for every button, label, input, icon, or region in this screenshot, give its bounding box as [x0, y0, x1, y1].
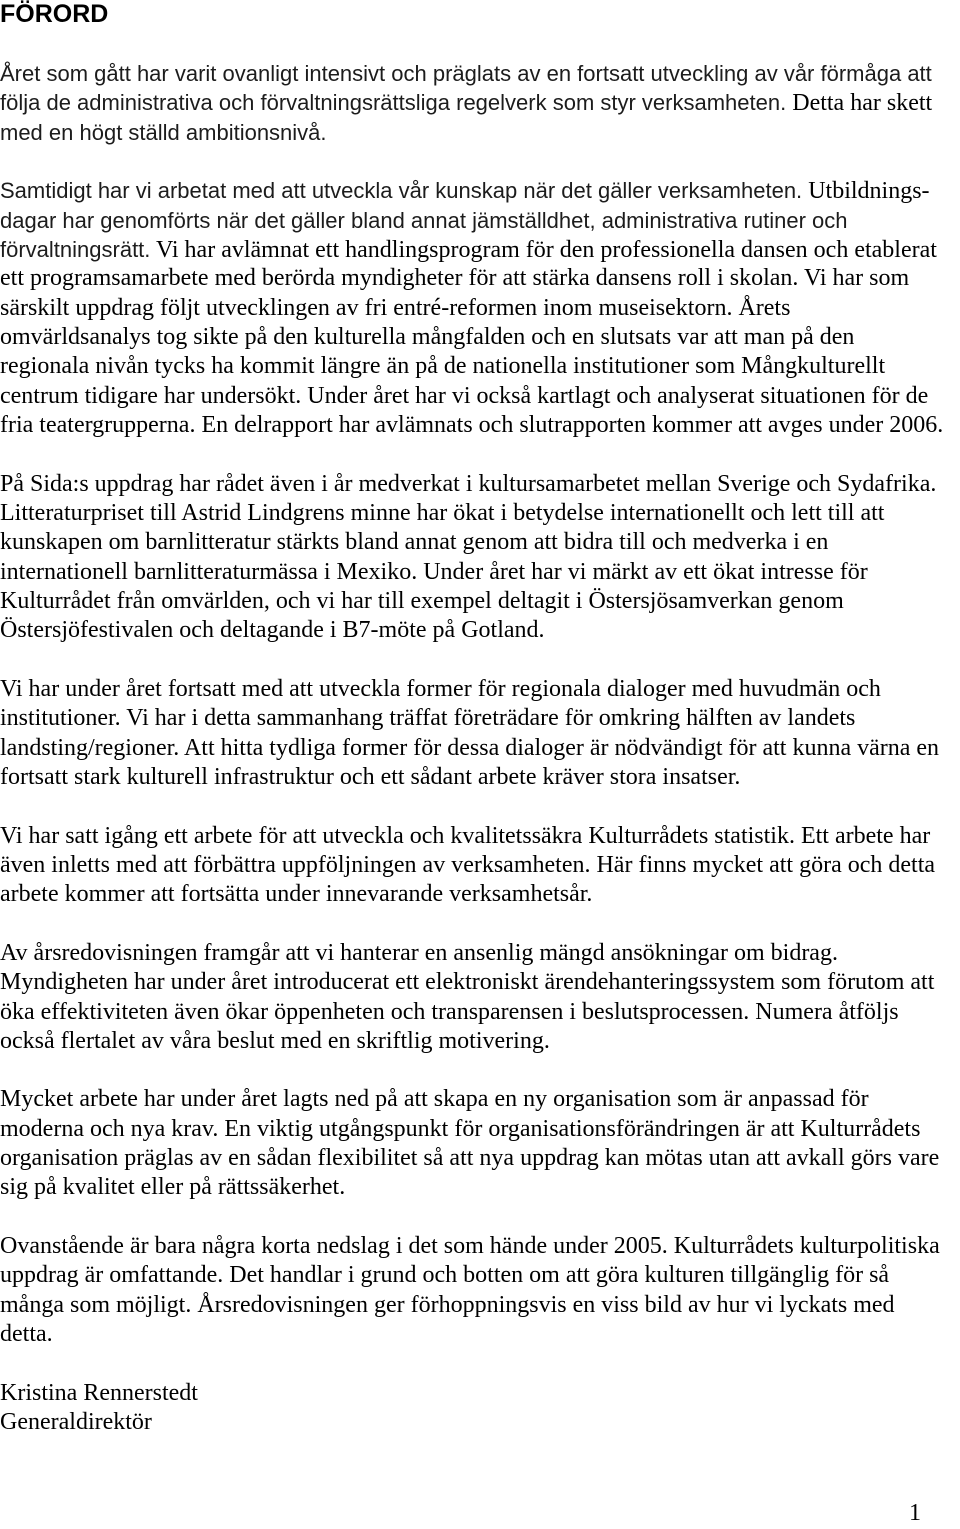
text-line: Myndigheten har under året introducerat ett elektroniskt ärendehanteringssystem som förutom att: [0, 969, 935, 996]
text-segment: Året som gått har varit ovanligt intensivt och präglats av en fortsatt utveckling av vår förmåga att: [0, 61, 932, 86]
paragraph: [0, 176, 960, 440]
paragraph: [0, 675, 960, 792]
text-line: [0, 59, 960, 88]
text-line: Vi har satt igång ett arbete för att utveckla och kvalitetssäkra Kulturrådets statistik. Ett arbete har: [0, 822, 931, 849]
text-line: [0, 235, 960, 264]
text-line: detta.: [0, 1321, 53, 1348]
text-segment: Utbildnings-: [808, 178, 930, 205]
text-line: institutioner. Vi har i detta sammanhang träffat företrädare för omkring hälften av landets: [0, 705, 856, 732]
paragraph: [0, 822, 960, 910]
signature-name: Kristina Rennerstedt: [0, 1379, 198, 1406]
signature-title: Generaldirektör: [0, 1409, 152, 1436]
paragraph: [0, 1085, 960, 1202]
text-line: moderna och nya krav. En viktig utgångspunkt för organisationsförändringen är att Kulturrådets: [0, 1115, 921, 1142]
text-line: Ovanstående är bara några korta nedslag i det som hände under 2005. Kulturrådets kulturpolitiska: [0, 1233, 940, 1260]
text-line: Vi har under året fortsatt med att utveckla former för regionala dialoger med huvudmän och: [0, 675, 881, 702]
text-line: Litteraturpriset till Astrid Lindgrens minne har ökat i betydelse internationellt och lett till att: [0, 499, 885, 526]
text-line: [0, 118, 960, 147]
text-line: Östersjöfestivalen och deltagande i B7-möte på Gotland.: [0, 617, 545, 644]
text-line: organisation präglas av en sådan flexibilitet så att nya uppdrag kan mötas utan att avkall görs vare: [0, 1145, 940, 1172]
text-line: uppdrag är omfattande. Det handlar i grund och botten om att göra kulturen tillgänglig för så: [0, 1262, 890, 1289]
page-number: 1: [909, 1500, 921, 1526]
body-text: [0, 59, 960, 1437]
text-line: Mycket arbete har under året lagts ned på att skapa en ny organisation som är anpassad för: [0, 1086, 869, 1113]
text-line: På Sida:s uppdrag har rådet även i år medverkat i kultursamarbetet mellan Sverige och Sydafrika.: [0, 470, 937, 497]
text-line: Av årsredovisningen framgår att vi hanterar en ansenlig mängd ansökningar om bidrag.: [0, 939, 838, 966]
paragraph: [0, 470, 960, 646]
paragraph: [0, 59, 960, 147]
text-line: kunskapen om barnlitteratur stärkts bland annat genom att bidra till och medverka i en: [0, 529, 829, 556]
text-line: sig på kvalitet eller på rättssäkerhet.: [0, 1174, 346, 1201]
page-title: FÖRORD: [0, 0, 109, 28]
text-segment: med en högt ställd ambitionsnivå.: [0, 119, 327, 145]
text-line: regionala nivån tycks ha kommit längre än på de nationella institutioner som Mångkulturellt: [0, 353, 886, 380]
text-line: öka effektiviteten även ökar öppenheten och transparensen i beslutsprocessen. Numera åtföljs: [0, 998, 899, 1025]
text-line: Kulturrådet från omvärlden, och vi har till exempel deltagit i Östersjösamverkan genom: [0, 587, 844, 614]
text-segment: följa de administrativa och förvaltningsrättsliga regelverk som styr verksamheten.: [0, 90, 787, 116]
text-line: internationell barnlitteraturmässa i Mexiko. Under året har vi märkt av ett ökat intresse för: [0, 558, 868, 585]
text-line: omvärldsanalys tog sikte på den kulturella mångfalden och en slutsats var att man på den: [0, 323, 855, 350]
text-line: också flertalet av våra beslut med en skriftlig motivering.: [0, 1027, 550, 1054]
text-segment: Vi har avlämnat ett handlingsprogram för den professionella dansen och etablerat: [155, 236, 937, 263]
text-line: fortsatt stark kulturell infrastruktur och ett sådant arbete kräver stora insatser.: [0, 763, 741, 790]
text-segment: Samtidigt har vi arbetat med att utveckla vår kunskap när det gäller verksamheten.: [0, 178, 803, 204]
text-segment: förvaltningsrätt.: [0, 236, 151, 262]
text-line: många som möjligt. Årsredovisningen ger förhoppningsvis en viss bild av hur vi lyckats med: [0, 1291, 895, 1318]
text-line: ett programsamarbete med berörda myndigheter för att stärka dansens roll i skolan. Vi har som: [0, 265, 910, 292]
text-line: [0, 88, 960, 117]
text-line: fria teatergrupperna. En delrapport har avlämnats och slutrapporten kommer att avges under 2006.: [0, 411, 944, 438]
text-line: landsting/regioner. Att hitta tydliga former för dessa dialoger är nödvändigt för att kunna värna en: [0, 734, 940, 761]
text-line: särskilt uppdrag följt utvecklingen av fri entré-reformen inom museisektorn. Årets: [0, 294, 791, 321]
text-line: [0, 206, 960, 235]
text-segment: Detta har skett: [792, 90, 933, 117]
text-line: även inletts med att förbättra uppföljningen av verksamheten. Här finns mycket att göra och detta: [0, 851, 936, 878]
text-line: centrum tidigare har undersökt. Under året har vi också kartlagt och analyserat situationen för de: [0, 382, 929, 409]
text-line: [0, 176, 960, 205]
paragraph: [0, 939, 960, 1056]
signature: [0, 1379, 960, 1438]
paragraph: [0, 1232, 960, 1349]
text-segment: dagar har genomförts när det gäller bland annat jämställdhet, administrativa rutiner och: [0, 207, 848, 233]
text-line: arbete kommer att fortsätta under innevarande verksamhetsår.: [0, 881, 593, 908]
